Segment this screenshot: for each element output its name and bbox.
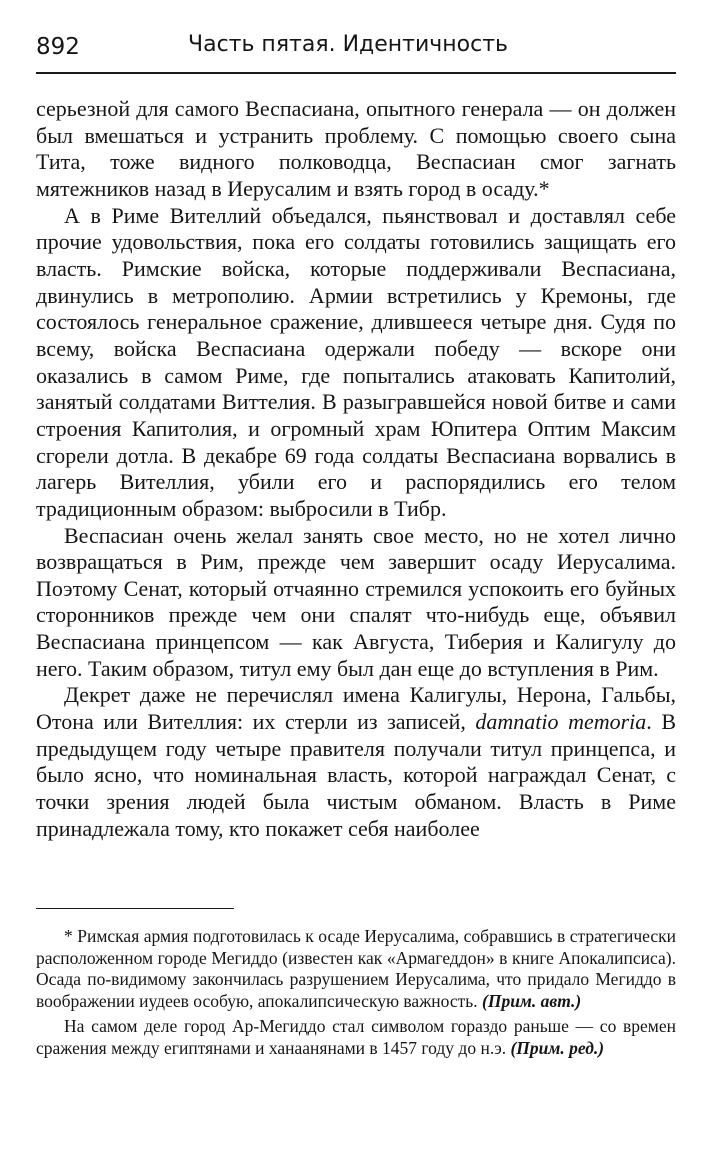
footnote-1-note: (Прим. авт.) — [482, 991, 582, 1012]
footnotes — [36, 926, 676, 1059]
running-head: Часть пятая. Идентичность — [188, 32, 508, 57]
footnote-2 — [36, 1016, 676, 1059]
footnote-divider — [36, 908, 234, 909]
footnote-2-note: (Прим. ред.) — [510, 1037, 605, 1058]
footnote-1-text: * Римская армия подготовилась к осаде Иерусалима, собравшись в стратегически расположенном городе Мегиддо (известен как «Армагеддон» в книге Апокалипсиса). Осада по-видимому закончилась разрушением Иерусалима, что придало Мегиддо в воображении иудеев особую, апокалипсическую важность. — [36, 926, 676, 1012]
main-text — [36, 96, 676, 842]
latin-term: damnatio memoria — [475, 709, 647, 735]
paragraph-4-end: . В предыдущем году четыре правителя получали титул принцепса, и было ясно, что номинальная власть, которой награждал Сенат, с точки зрения людей была чистым обманом. Власть в Риме принадлежала тому, кто покажет себя наиболее — [36, 709, 676, 841]
paragraph-4-start: Декрет даже не перечислял имена Калигулы, Нерона, Гальбы, Отона или Вителлия: их стерли из записей, — [36, 682, 676, 735]
footnote-2-text: На самом деле город Ар-Мегиддо стал символом гораздо раньше — со времен сражения между египтянами и ханаанянами в 1457 году до н.э. — [36, 1015, 676, 1058]
paragraph-4 — [36, 682, 676, 842]
page-number: 892 — [36, 34, 80, 60]
paragraph-1: серьезной для самого Веспасиана, опытного генерала — он должен был вмешаться и устранить проблему. С помощью своего сына Тита, тоже видного полководца, Веспасиан смог загнать мятежников назад в Иерусалим и взять город в осаду.* — [36, 96, 676, 201]
page-header — [36, 28, 676, 74]
paragraph-2: А в Риме Вителлий объедался, пьянствовал и доставлял себе прочие удовольствия, пока его солдаты готовились защищать его власть. Римские войска, которые поддерживали Веспасиана, двинулись в метрополию. Армии встретились у Кремоны, где состоялось генеральное сражение, длившееся четыре дня. Судя по всему, войска Веспасиана одержали победу — вскоре они оказались в самом Риме, где попытались атаковать Капитолий, занятый солдатами Виттелия. В разыгравшейся новой битве и сами строения Капитолия, и огромный храм Юпитера Оптим Максим сгорели дотла. В декабре 69 года солдаты Веспасиана ворвались в лагерь Вителлия, убили его и распорядились его телом традиционным образом: выбросили в Тибр. — [36, 202, 676, 521]
footnote-1 — [36, 926, 676, 1013]
paragraph-3: Веспасиан очень желал занять свое место, но не хотел лично возвращаться в Рим, прежде чем завершит осаду Иерусалима. Поэтому Сенат, который отчаянно стремился успокоить его буйных сторонников прежде чем они спалят что-нибудь еще, объявил Веспасиана принцепсом — как Августа, Тиберия и Калигулу до него. Таким образом, титул ему был дан еще до вступления в Рим. — [36, 522, 676, 681]
